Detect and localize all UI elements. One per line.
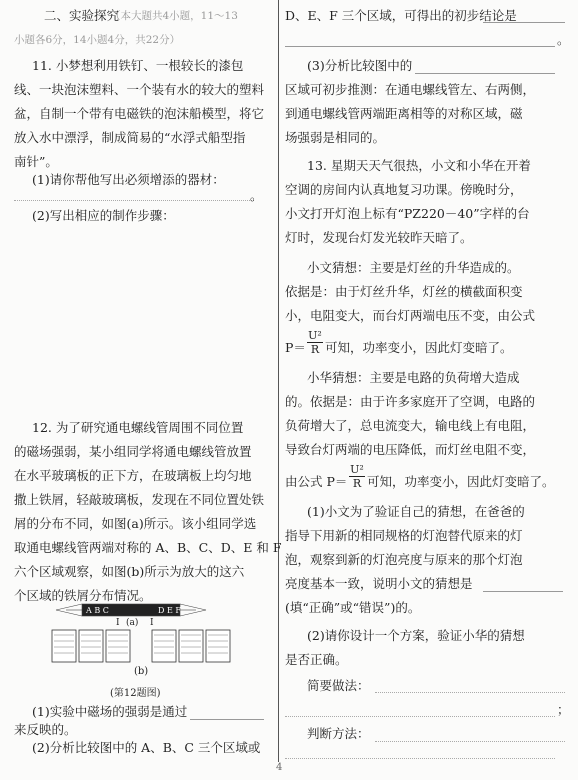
- q11-part2: (2)写出相应的制作步骤：: [32, 208, 175, 223]
- q11-line-2: 线、一块泡沫塑料、一个装有水的较大的塑料: [14, 82, 265, 97]
- xw-guess-2: 依据是：由于灯丝升华，灯丝的横截面积变: [285, 284, 523, 299]
- judge-line-1[interactable]: [375, 741, 565, 742]
- xh-guess-3: 负荷增大了，总电流变大，输电线上有电阻，: [285, 418, 536, 433]
- q12-answer-line-2a[interactable]: [483, 22, 565, 23]
- q12-line-8: 个区域的铁屑分布情况。: [14, 588, 152, 603]
- xw-formula-num: U²: [308, 329, 322, 342]
- q12-part3: (3)分析比较图中的: [307, 58, 413, 73]
- q11-line-5: 南针”。: [14, 154, 58, 169]
- xh-formula-den: R: [352, 477, 362, 490]
- q12-line-7: 六个区域观察，如图(b)所示为放大的这六: [14, 564, 245, 579]
- q12-part3-c: 到通电螺线管两端距离相等的对称区域，磁: [285, 106, 523, 121]
- xw-formula-tail: 可知，功率变小，因此灯变暗了。: [325, 340, 513, 355]
- method-line-1[interactable]: [375, 692, 565, 693]
- q13-part2-1: (2)请你设计一个方案，验证小华的猜想: [307, 628, 525, 643]
- q12-line-6: 取通电螺线管两端对称的 A、B、C、D、E 和 F: [14, 540, 282, 555]
- xh-formula-tail: 可知，功率变小，因此灯变暗了。: [367, 474, 555, 489]
- section-note-2: 小题各6分，14小题4分，共22分）: [14, 34, 181, 46]
- fig-b-label: (b): [134, 666, 149, 677]
- q12-line-1: 12. 为了研究通电螺线管周围不同位置: [32, 420, 244, 435]
- q13-part1-4: 亮度基本一致，说明小文的猜想是: [285, 576, 473, 591]
- section-note: （本大题共4小题，11～13: [110, 10, 238, 22]
- q12-line-5: 屑的分布不同，如图(a)所示。该小组同学选: [14, 516, 257, 531]
- xh-guess-1: 小华猜想：主要是电路的负荷增大造成: [307, 370, 520, 385]
- judge-label: 判断方法：: [307, 726, 370, 741]
- q11-line-3: 盆，自制一个带有电磁铁的泡沫船模型，将它: [14, 106, 265, 121]
- q13-line-3: 小文打开灯泡上标有“PZ220－40”字样的台: [285, 206, 530, 221]
- judge-line-2[interactable]: [285, 758, 555, 759]
- q13-part1-2: 指导下用新的相同规格的灯泡替代原来的灯: [285, 528, 523, 543]
- q12-part3-d: 场强弱是相同的。: [285, 130, 386, 145]
- q12-part2-cont: D、E、F 三个区域，可得出的初步结论是: [285, 8, 517, 23]
- xh-formula-fraction: [349, 464, 365, 489]
- xh-guess-2: 的。依据是：由于许多家庭开了空调，电路的: [285, 394, 536, 409]
- q12-line-2: 的磁场强弱，某小组同学将通电螺线管放置: [14, 444, 252, 459]
- xh-formula-head: 由公式 P＝: [285, 474, 348, 489]
- q13-part1-1: (1)小文为了验证自己的猜想，在爸爸的: [307, 504, 525, 519]
- q11-part1: (1)请你帮他写出必须增添的器材：: [32, 172, 225, 187]
- left-column: [0, 0, 282, 780]
- xh-guess-4: 导致台灯两端的电压降低，而灯丝电阻不变，: [285, 442, 536, 457]
- q13-line-2: 空调的房间内认真地复习功课。傍晚时分，: [285, 182, 523, 197]
- q11-answer-line-1[interactable]: [14, 200, 254, 201]
- method-line-2[interactable]: [285, 716, 555, 717]
- q12-part2-end: 。: [557, 32, 570, 47]
- q13-line-4: 灯时，发现台灯发光较昨天暗了。: [285, 230, 473, 245]
- page-number: 4: [276, 762, 283, 773]
- fig-I-right: I: [150, 618, 154, 628]
- q12-part1-end: 来反映的。: [14, 722, 77, 737]
- xw-formula-den: R: [310, 343, 320, 356]
- fig-a-label: (a): [126, 618, 139, 628]
- xw-formula-P: P＝: [285, 340, 306, 355]
- xw-guess-1: 小文猜想：主要是灯丝的升华造成的。: [307, 260, 520, 275]
- q12-answer-line-3[interactable]: [415, 73, 555, 74]
- q11-line-4: 放入水中漂浮，制成简易的“水浮式船型指: [14, 130, 246, 145]
- q12-part3-b: 区域可初步推测：在通电螺线管左、右两侧，: [285, 82, 536, 97]
- column-divider: [278, 0, 279, 762]
- q12-line-4: 撒上铁屑，轻敲玻璃板，发现在不同位置处铁: [14, 492, 265, 507]
- q13-answer-line-1[interactable]: [483, 591, 563, 592]
- xw-formula-fraction: [307, 330, 323, 355]
- fig-letters-right: D E F: [158, 606, 181, 615]
- q13-part1-3: 泡，观察到新的灯泡亮度与原来的那个灯泡: [285, 552, 523, 567]
- q13-part2-2: 是否正确。: [285, 652, 348, 667]
- q12-answer-line-1[interactable]: [190, 719, 264, 720]
- q12-part2: (2)分析比较图中的 A、B、C 三个区域或: [32, 740, 261, 755]
- q12-figure: [46, 600, 246, 680]
- section-heading: 二、实验探究: [44, 8, 120, 23]
- q13-line-1: 13. 星期天天气很热，小文和小华在开着: [307, 158, 531, 173]
- xh-formula-num: U²: [350, 463, 364, 476]
- fig-letters-left: A B C: [86, 606, 109, 615]
- fig-I-left: I: [116, 618, 120, 628]
- right-column: [285, 0, 570, 780]
- q12-part1: (1)实验中磁场的强弱是通过: [32, 704, 188, 719]
- method-label: 简要做法：: [307, 678, 370, 693]
- fig-caption: (第12题图): [110, 688, 161, 699]
- xw-guess-3: 小，电阻变大，而台灯两端电压不变，由公式: [285, 308, 536, 323]
- method-end: ；: [557, 702, 570, 717]
- q12-answer-line-2b[interactable]: [285, 46, 555, 47]
- q12-line-3: 在水平玻璃板的正下方，在玻璃板上均匀地: [14, 468, 252, 483]
- q11-line-1: 11. 小梦想利用铁钉、一根较长的漆包: [32, 58, 244, 73]
- q11-part1-end: 。: [250, 188, 263, 203]
- q13-part1-5: (填“正确”或“错误”)的。: [285, 600, 421, 615]
